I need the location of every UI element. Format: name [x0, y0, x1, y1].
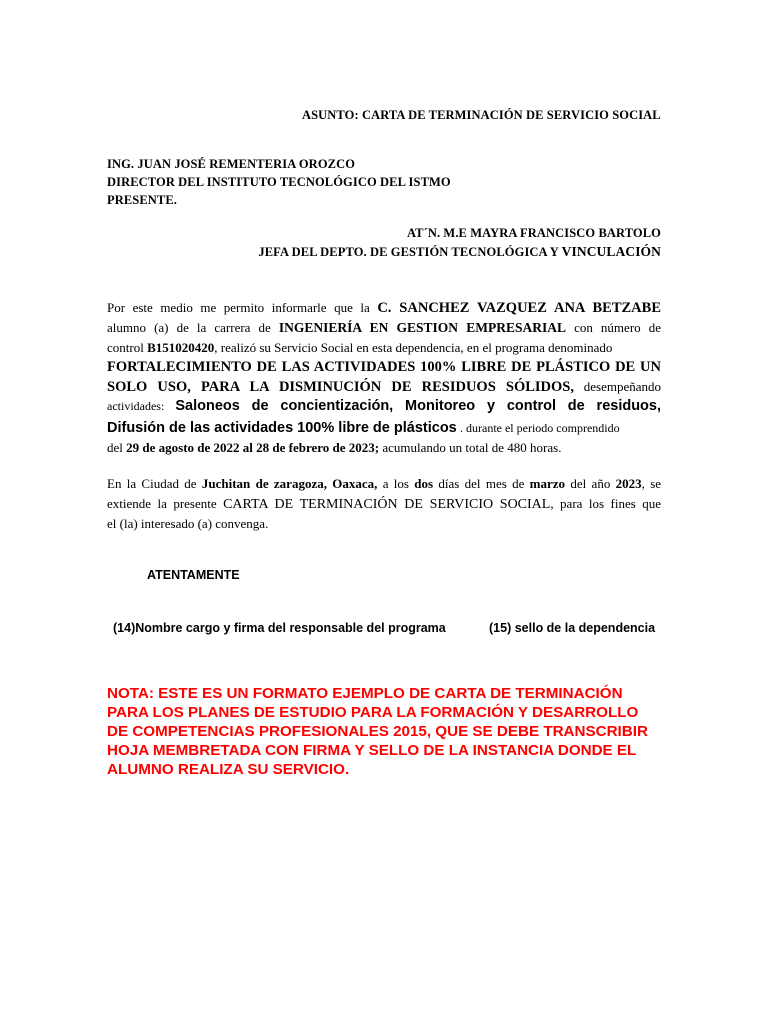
- p2-text: extiende la presente: [107, 496, 217, 511]
- control-number: B151020420: [147, 340, 215, 355]
- recipient-name: ING. JUAN JOSÉ REMENTERIA OROZCO: [107, 157, 356, 171]
- p1-line-2: [107, 318, 661, 339]
- note-line: NOTA: ESTE ES UN FORMATO EJEMPLO DE CARTA DE TERMINACIÓN: [107, 685, 623, 702]
- seal-text: sello de la dependencia: [514, 621, 656, 635]
- note-line: DE COMPETENCIAS PROFESIONALES 2015, QUE SE DEBE TRANSCRIBIR: [107, 723, 648, 740]
- student-name: C. SANCHEZ VAZQUEZ ANA BETZABE: [377, 300, 661, 316]
- service-period: 29 de agosto de 2022 al 28 de febrero de 2023;: [126, 440, 380, 455]
- program-name-part-2: SOLO USO, PARA LA DISMINUCIÓN DE RESIDUOS SÓLIDOS,: [107, 379, 574, 395]
- day-value: dos: [414, 476, 434, 491]
- attention-title: [258, 243, 661, 261]
- signature-responsible-label: (14)Nombre cargo y firma del responsable del programa: [113, 621, 446, 635]
- attention-name: AT´N. M.E MAYRA FRANCISCO BARTOLO: [406, 226, 661, 240]
- year-value: 2023: [615, 476, 642, 491]
- p1-line-1: [107, 298, 661, 319]
- p2-text: , se: [641, 476, 662, 491]
- p1-text: actividades:: [107, 399, 165, 413]
- note-block: [107, 684, 667, 779]
- p1-line-6: [107, 396, 661, 417]
- p2-text: , para los fines que: [550, 496, 661, 511]
- p1-text: desempeñando: [583, 379, 661, 394]
- seal-number: (15): [489, 621, 512, 635]
- p2-text: el (la) interesado (a) convenga.: [107, 516, 269, 531]
- p2-text: a los: [382, 476, 409, 491]
- career-name: INGENIERÍA EN GESTION EMPRESARIAL: [278, 320, 567, 335]
- city-name: Juchitan de zaragoza, Oaxaca,: [201, 476, 378, 491]
- p2-text: En la Ciudad de: [107, 476, 197, 491]
- p1-text: acumulando un total de 480 horas.: [382, 440, 562, 455]
- p1-text: alumno (a) de la carrera de: [107, 320, 271, 335]
- p2-line-3: [107, 514, 661, 535]
- p1-text: . durante el periodo comprendido: [460, 421, 620, 435]
- p1-line-4: [107, 357, 661, 378]
- p1-line-3: [107, 338, 661, 359]
- attention-title-part-a: JEFA DEL DEPTO. DE GESTIÓN TECNOLÓGICA Y: [258, 245, 562, 259]
- closing-atentamente: ATENTAMENTE: [147, 568, 240, 582]
- note-line: HOJA MEMBRETADA CON FIRMA Y SELLO DE LA INSTANCIA DONDE EL: [107, 742, 637, 759]
- p1-text: Por este medio me permito informarle que la: [107, 300, 370, 315]
- p1-line-8: [107, 438, 661, 459]
- note-line: PARA LOS PLANES DE ESTUDIO PARA LA FORMACIÓN Y DESARROLLO: [107, 704, 639, 721]
- recipient-title: DIRECTOR DEL INSTITUTO TECNOLÓGICO DEL ISTMO: [107, 175, 451, 189]
- attention-title-part-b: VINCULACIÓN: [561, 244, 661, 259]
- p2-line-2: [107, 494, 661, 516]
- month-value: marzo: [529, 476, 566, 491]
- subject-line: ASUNTO: CARTA DE TERMINACIÓN DE SERVICIO SOCIAL: [302, 108, 661, 122]
- p1-text: control: [107, 340, 144, 355]
- p2-text: días del mes de: [438, 476, 525, 491]
- seal-label: [489, 621, 655, 635]
- program-name-part-1: FORTALECIMIENTO DE LAS ACTIVIDADES 100% LIBRE DE PLÁSTICO DE UN: [107, 359, 661, 375]
- activities-part-2: Difusión de las actividades 100% libre de plásticos: [107, 420, 457, 436]
- p1-text: , realizó su Servicio Social en esta dependencia, en el programa denominado: [214, 340, 613, 355]
- p2-line-1: [107, 474, 661, 495]
- document-name: CARTA DE TERMINACIÓN DE SERVICIO SOCIAL: [223, 497, 551, 512]
- presente-label: PRESENTE.: [107, 193, 178, 207]
- note-line: ALUMNO REALIZA SU SERVICIO.: [107, 761, 350, 778]
- p1-text: con número de: [574, 320, 661, 335]
- activities-part-1: Saloneos de concientización, Monitoreo y control de residuos,: [175, 398, 662, 414]
- p1-line-5: [107, 377, 661, 398]
- p1-line-7: [107, 418, 661, 439]
- p1-text: del: [107, 440, 123, 455]
- p2-text: del año: [570, 476, 611, 491]
